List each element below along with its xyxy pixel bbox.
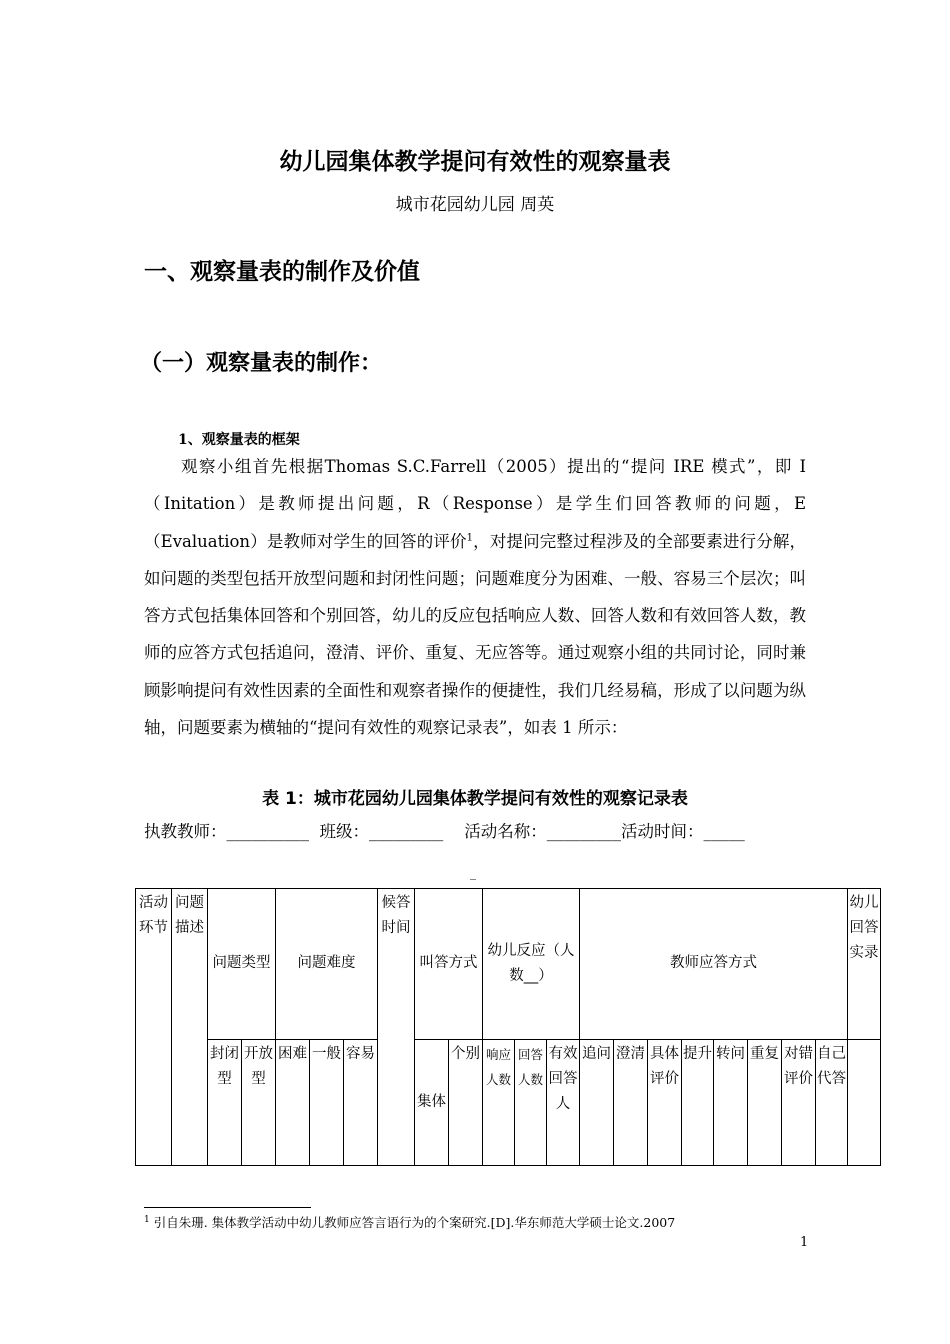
col-call-method: 叫答方式 xyxy=(415,889,483,1040)
sub-raise: 提升 xyxy=(682,1039,714,1165)
col-activity: 活动环节 xyxy=(136,889,172,1166)
sub-group: 集体 xyxy=(415,1039,449,1165)
col-question-desc: 问题描述 xyxy=(172,889,208,1166)
sub-closed: 封闭型 xyxy=(208,1039,242,1165)
sub-repeat: 重复 xyxy=(748,1039,782,1165)
footnote-text: 引自朱珊. 集体教学活动中幼儿教师应答言语行为的个案研究.[D].华东师范大学硕士论文.2007 xyxy=(153,1215,676,1230)
footnote xyxy=(144,1213,675,1231)
sub-respond-count: 响应人数 xyxy=(483,1039,515,1165)
col-record: 幼儿回答实录 xyxy=(848,889,881,1040)
col-question-type: 问题类型 xyxy=(208,889,276,1040)
body-paragraph xyxy=(144,448,806,746)
sub-answer-count: 回答人数 xyxy=(515,1039,547,1165)
sub-hard: 困难 xyxy=(276,1039,310,1165)
paragraph-part-2: ，对提问完整过程涉及的全部要素进行分解，如问题的类型包括开放型问题和封闭性问题；问题难度分为困难、一般、容易三个层次；叫答方式包括集体回答和个别回答，幼儿的反应包括响应人数、回答人数和有效回答人数，教师的应答方式包括追问，澄清、评价、重复、无应答等。通过观察小组的共同讨论，同时兼顾影响提问有效性因素的全面性和观察者操作的便捷性，我们几经易稿，形成了以问题为纵轴，问题要素为横轴的“提问有效性的观察记录表”，如表 1 所示： xyxy=(144,531,807,738)
page-number: 1 xyxy=(800,1235,809,1250)
author-line: 城市花园幼儿园 周英 xyxy=(395,195,555,215)
sub-record-blank xyxy=(848,1039,881,1165)
sub-open: 开放型 xyxy=(242,1039,276,1165)
observation-table xyxy=(135,888,881,1166)
col-child-response: 幼儿反应（人数__） xyxy=(483,889,580,1040)
section-heading: 一、观察量表的制作及价值 xyxy=(144,259,420,285)
sub-self-answer: 自己代答 xyxy=(816,1039,848,1165)
col-wait-time: 候答时间 xyxy=(378,889,415,1166)
document-title: 幼儿园集体教学提问有效性的观察量表 xyxy=(279,149,671,175)
form-fields-overflow: _ xyxy=(470,866,476,880)
sub-follow-up: 追问 xyxy=(580,1039,614,1165)
minor-heading: 1、观察量表的框架 xyxy=(178,432,300,448)
col-teacher-response: 教师应答方式 xyxy=(580,889,848,1040)
footnote-marker: 1 xyxy=(144,1214,150,1225)
footnote-rule xyxy=(144,1207,311,1208)
sub-medium: 一般 xyxy=(310,1039,344,1165)
sub-easy: 容易 xyxy=(344,1039,378,1165)
form-fields-line: 执教教师：__________ 班级：_________ 活动名称：_________活动时间：_____ xyxy=(144,822,745,841)
sub-specific-eval: 具体评价 xyxy=(648,1039,682,1165)
sub-clarify: 澄清 xyxy=(614,1039,648,1165)
table-caption: 表 1：城市花园幼儿园集体教学提问有效性的观察记录表 xyxy=(262,789,688,809)
sub-individual: 个别 xyxy=(449,1039,483,1165)
subsection-heading: （一）观察量表的制作： xyxy=(140,351,383,376)
sub-redirect: 转问 xyxy=(714,1039,748,1165)
sub-valid-count: 有效回答人 xyxy=(547,1039,580,1165)
sub-right-wrong-eval: 对错评价 xyxy=(782,1039,816,1165)
paragraph-part-1: 观察小组首先根据Thomas S.C.Farrell（2005）提出的“提问 IRE 模式”，即 I（Initation）是教师提出问题，R（Response）是学生们回答教师的问题，E（Evaluation）是教师对学生的回答的评价 xyxy=(144,457,806,551)
col-difficulty: 问题难度 xyxy=(276,889,378,1040)
footnote-reference: 1 xyxy=(466,532,474,544)
